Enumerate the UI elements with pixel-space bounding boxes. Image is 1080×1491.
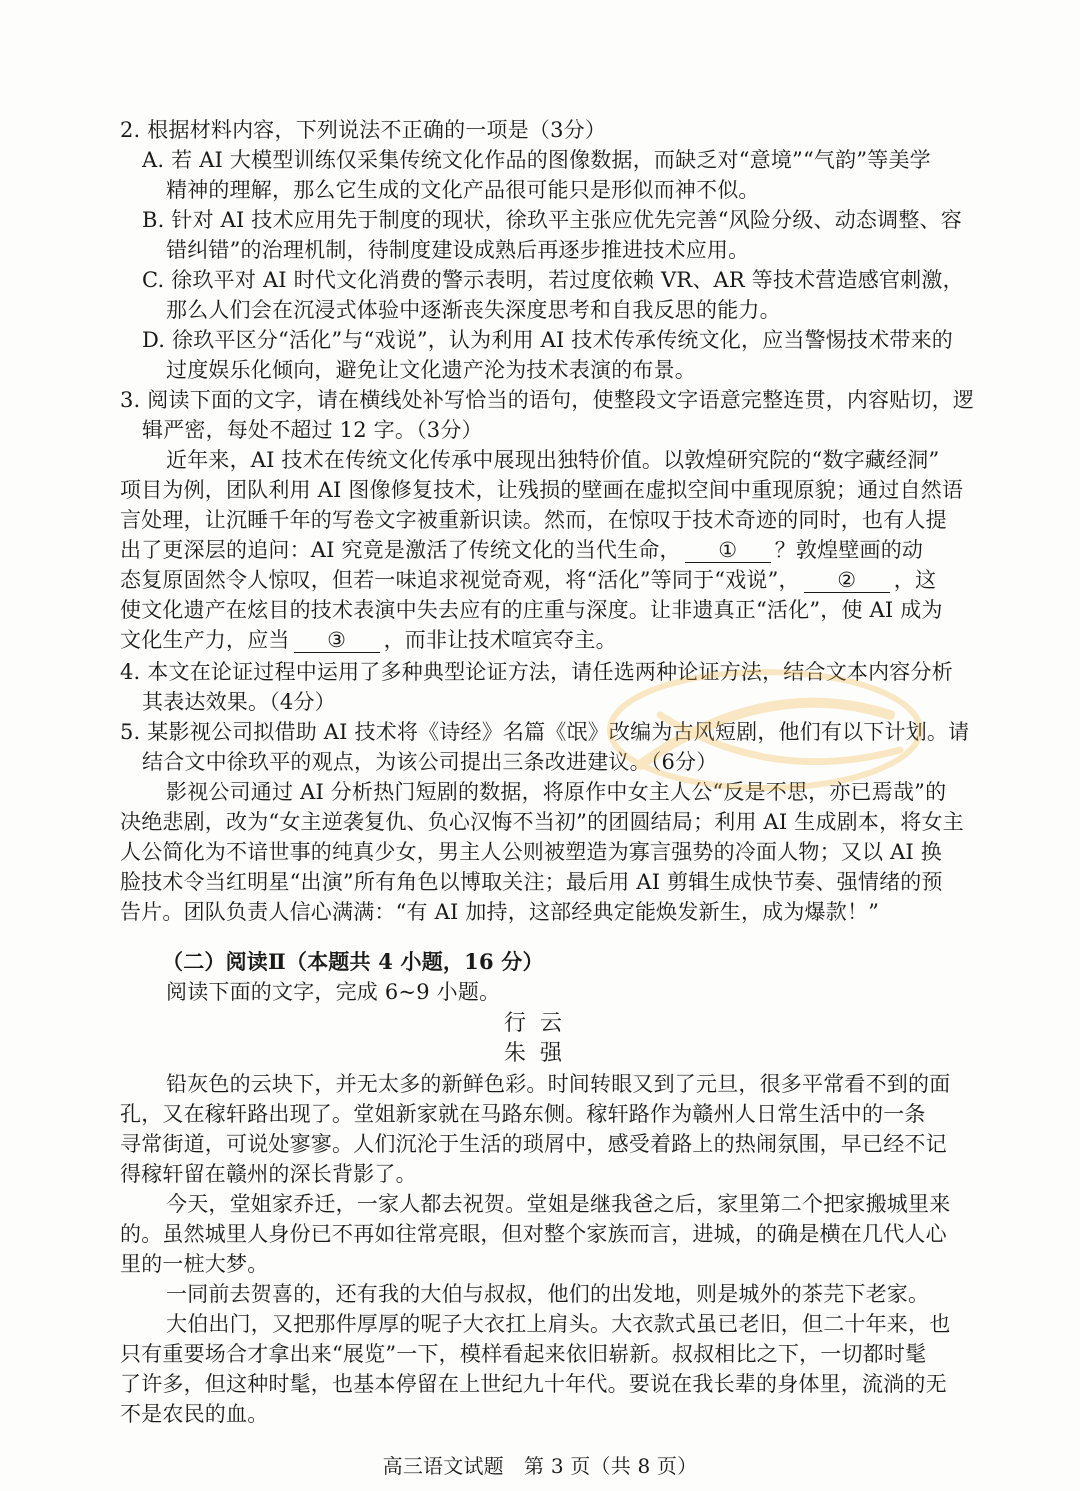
story-p1-line2: 孔，又在稼轩路出现了。堂姐新家就在马路东侧。稼轩路作为赣州人日常生活中的一条 bbox=[120, 1102, 926, 1126]
q2-option-b-line2: 错纠错”的治理机制，待制度建设成熟后再逐步推进技术应用。 bbox=[166, 238, 750, 262]
q2-option-c-line2: 那么人们会在沉浸式体验中逐渐丧失深度思考和自我反思的能力。 bbox=[166, 298, 781, 322]
q2-option-a-line2: 精神的理解，那么它生成的文化产品很可能只是形似而神不似。 bbox=[166, 178, 760, 202]
q3-text: ？敦煌壁画的动 bbox=[774, 538, 924, 562]
q3-passage-line4 bbox=[120, 536, 923, 564]
q3-text: 态复原固然令人惊叹，但若一味追求视觉奇观，将“活化”等同于“戏说”， bbox=[120, 568, 800, 592]
answer-blank-2[interactable]: ② bbox=[804, 568, 890, 593]
story-p4-line1: 大伯出门，又把那件厚厚的呢子大衣扛上肩头。大衣款式虽已老旧，但二十年来，也 bbox=[166, 1312, 951, 1336]
q5-stem-line2: 结合文中徐玖平的观点，为该公司提出三条改进建议。（6分） bbox=[142, 750, 718, 774]
q3-passage-line7 bbox=[120, 626, 617, 654]
story-p2-line1: 今天，堂姐家乔迁，一家人都去祝贺。堂姐是继我爸之后，家里第二个把家搬城里来 bbox=[166, 1192, 951, 1216]
q2-option-b-line1: B. 针对 AI 技术应用先于制度的现状，徐玖平主张应优先完善“风险分级、动态调整、容 bbox=[142, 208, 962, 232]
q4-stem-line1: 4. 本文在论证过程中运用了多种典型论证方法，请任选两种论证方法，结合文本内容分析 bbox=[120, 660, 953, 684]
section-heading: （二）阅读Ⅱ（本题共 4 小题，16 分） bbox=[162, 949, 544, 974]
q3-passage-line6: 使文化遗产在炫目的技术表演中失去应有的庄重与深度。让非遗真正“活化”，使 AI 成为 bbox=[120, 598, 943, 622]
story-p1-line4: 得稼轩留在赣州的深长背影了。 bbox=[120, 1162, 417, 1186]
q5-material-line2: 决绝悲剧，改为“女主逆袭复仇、负心汉悔不当初”的团圆结局；利用 AI 生成剧本，将女主 bbox=[120, 810, 964, 834]
story-p4-line4: 不是农民的血。 bbox=[120, 1402, 269, 1426]
q3-passage-line2: 项目为例，团队利用 AI 图像修复技术，让残损的壁画在虚拟空间中重现原貌；通过自然语 bbox=[120, 478, 964, 502]
q5-stem-line1: 5. 某影视公司拟借助 AI 技术将《诗经》名篇《氓》改编为古风短剧，他们有以下计划。请 bbox=[120, 720, 970, 744]
story-p3-line1: 一同前去贺喜的，还有我的大伯与叔叔，他们的出发地，则是城外的茶芫下老家。 bbox=[166, 1282, 930, 1306]
story-title: 行云 bbox=[503, 1011, 576, 1036]
story-p2-line2: 的。虽然城里人身份已不再如往常亮眼，但对整个家族而言，进城，的确是横在几代人心 bbox=[120, 1222, 947, 1246]
q3-text: 出了更深层的追问：AI 究竟是激活了传统文化的当代生命， bbox=[120, 538, 681, 562]
q3-passage-line5 bbox=[120, 566, 936, 594]
story-author: 朱强 bbox=[503, 1041, 576, 1066]
story-p1-line1: 铅灰色的云块下，并无太多的新鲜色彩。时间转眼又到了元旦，很多平常看不到的面 bbox=[166, 1072, 951, 1096]
q3-stem-line2: 辑严密，每处不超过 12 字。（3分） bbox=[142, 418, 483, 442]
q2-stem: 2. 根据材料内容，下列说法不正确的一项是（3分） bbox=[120, 118, 607, 142]
section-instruction: 阅读下面的文字，完成 6~9 小题。 bbox=[166, 980, 501, 1004]
q4-stem-line2: 其表达效果。（4分） bbox=[142, 690, 336, 714]
q5-material-line3: 人公简化为不谙世事的纯真少女，男主人公则被塑造为寡言强势的冷面人物；又以 AI 换 bbox=[120, 840, 943, 864]
story-p1-line3: 寻常街道，可说处寥寥。人们沉沦于生活的琐屑中，感受着路上的热闹氛围，早已经不记 bbox=[120, 1132, 947, 1156]
q3-text: 文化生产力，应当 bbox=[120, 628, 290, 652]
story-p2-line3: 里的一桩大梦。 bbox=[120, 1252, 269, 1276]
answer-blank-3[interactable]: ③ bbox=[294, 628, 380, 653]
q3-passage-line3: 言处理，让沉睡千年的写卷文字被重新识读。然而，在惊叹于技术奇迹的同时，也有人提 bbox=[120, 508, 947, 532]
q5-material-line5: 告片。团队负责人信心满满：“有 AI 加持，这部经典定能焕发新生，成为爆款！” bbox=[120, 900, 880, 924]
page-footer: 高三语文试题 第 3 页（共 8 页） bbox=[382, 1454, 698, 1478]
answer-blank-1[interactable]: ① bbox=[685, 538, 771, 563]
q3-text: ，而非让技术喧宾夺主。 bbox=[383, 628, 617, 652]
q3-passage-line1: 近年来，AI 技术在传统文化传承中展现出独特价值。以敦煌研究院的“数字藏经洞” bbox=[166, 448, 940, 472]
q2-option-a-line1: A. 若 AI 大模型训练仅采集传统文化作品的图像数据，而缺乏对“意境”“气韵”等美学 bbox=[142, 148, 931, 172]
q5-material-line4: 脸技术令当红明星“出演”所有角色以博取关注；最后用 AI 剪辑生成快节奏、强情绪的预 bbox=[120, 870, 943, 894]
q3-text: ，这 bbox=[893, 568, 937, 592]
q3-stem-line1: 3. 阅读下面的文字，请在横线处补写恰当的语句，使整段文字语意完整连贯，内容贴切，逻 bbox=[120, 388, 975, 412]
q2-option-d-line2: 过度娱乐化倾向，避免让文化遗产沦为技术表演的布景。 bbox=[166, 358, 696, 382]
q2-option-d-line1: D. 徐玖平区分“活化”与“戏说”，认为利用 AI 技术传承传统文化，应当警惕技术带来的 bbox=[142, 328, 953, 352]
story-p4-line2: 只有重要场合才拿出来“展览”一下，模样看起来依旧崭新。叔叔相比之下，一切都时髦 bbox=[120, 1342, 927, 1366]
q5-material-line1: 影视公司通过 AI 分析热门短剧的数据，将原作中女主人公“反是不思，亦已焉哉”的 bbox=[166, 780, 947, 804]
q2-option-c-line1: C. 徐玖平对 AI 时代文化消费的警示表明，若过度依赖 VR、AR 等技术营造感官刺激， bbox=[142, 268, 964, 292]
story-p4-line3: 了许多，但这种时髦，也基本停留在上世纪九十年代。要说在我长辈的身体里，流淌的无 bbox=[120, 1372, 947, 1396]
